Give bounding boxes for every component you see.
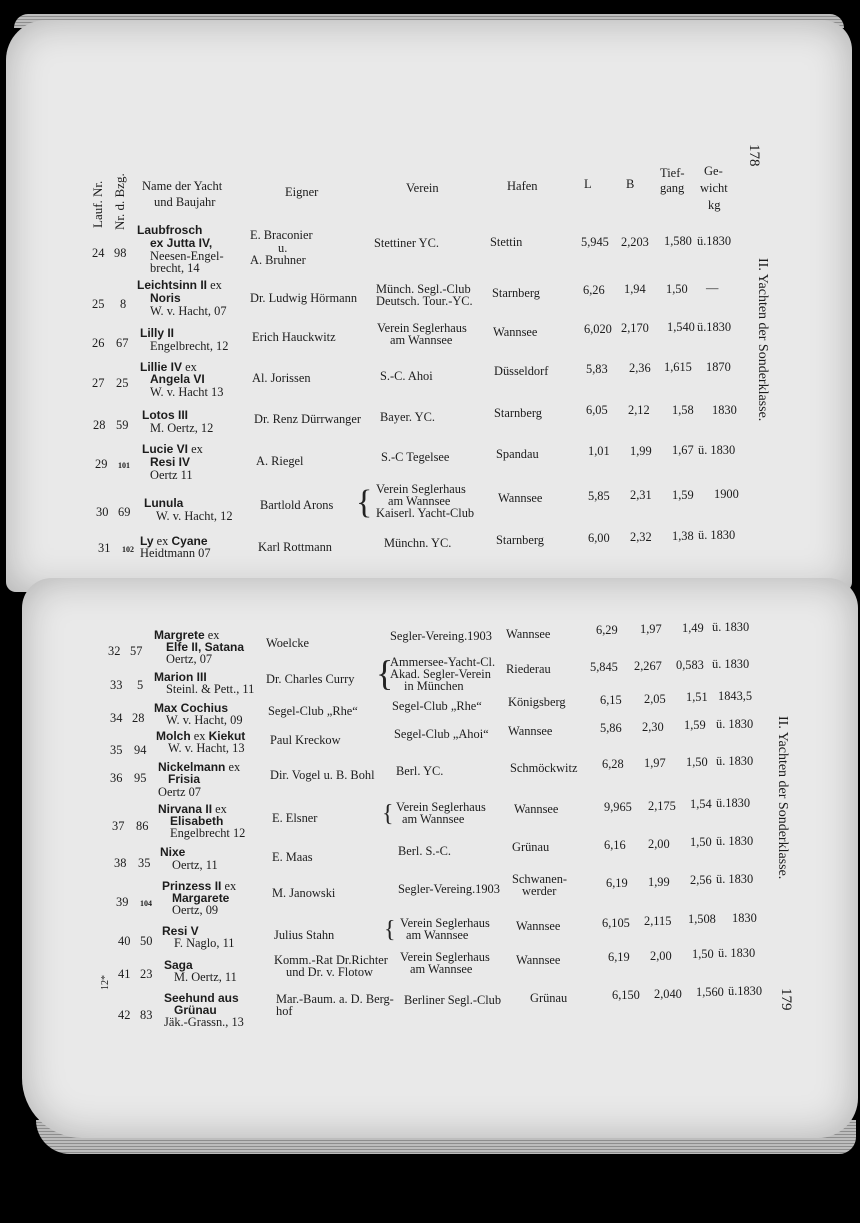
club-2: Akad. Segler-Verein (390, 667, 491, 681)
length: 5,83 (586, 362, 608, 376)
yacht-name: Margrete (154, 628, 205, 642)
club: Münchn. YC. (384, 536, 452, 550)
lauf-nr: 34 (110, 711, 123, 725)
brace-symbol: { (384, 917, 396, 943)
length: 6,020 (584, 322, 612, 336)
lauf-nr: 30 (96, 505, 109, 519)
draught: 1,50 (686, 755, 708, 769)
header-tiefgang-2: gang (660, 181, 685, 195)
builder: F. Naglo, 11 (174, 936, 235, 950)
beam: 2,267 (634, 659, 662, 673)
weight: ü. 1830 (698, 528, 736, 542)
beam: 2,203 (621, 235, 649, 249)
club-2: am Wannsee (388, 494, 451, 508)
draught: 1,49 (682, 621, 704, 635)
header-b: B (626, 177, 635, 191)
length: 6,29 (596, 623, 618, 637)
length: 1,01 (588, 444, 610, 458)
bzg-nr: 69 (118, 505, 131, 519)
length: 9,965 (604, 800, 632, 814)
draught: 1,58 (672, 403, 694, 417)
yacht-name-2: Grünau (174, 1003, 217, 1017)
bzg-nr: 104 (140, 899, 152, 908)
weight: ü. 1830 (716, 754, 754, 768)
club: Segel-Club „Rhe“ (392, 699, 482, 713)
yacht-former-name: Elfe II, Satana (166, 640, 245, 654)
draught: 1,50 (690, 835, 712, 849)
lauf-nr: 38 (114, 856, 127, 870)
header-nr-bzg: Nr. d. Bzg. (112, 173, 127, 230)
ex-label: ex (210, 278, 222, 292)
owner: Paul Kreckow (270, 733, 341, 747)
beam: 2,31 (630, 488, 652, 502)
club-2: am Wannsee (402, 812, 465, 826)
yacht-name: Lillie IV (140, 360, 183, 374)
owner-2: u. (278, 241, 288, 255)
owner: Komm.-Rat Dr.Richter (274, 953, 388, 967)
brace-symbol: { (376, 653, 394, 693)
weight: ü.1830 (697, 320, 732, 334)
bzg-nr: 28 (132, 711, 145, 725)
owner: Karl Rottmann (258, 540, 332, 554)
draught: 1,67 (672, 443, 694, 457)
owner: Bartlold Arons (260, 498, 334, 512)
bzg-nr: 94 (134, 743, 147, 757)
header-l: L (584, 177, 592, 191)
weight: ü.1830 (716, 796, 751, 810)
ex-label: ex (207, 628, 220, 642)
harbour: Starnberg (494, 406, 542, 420)
yacht-former-name: Angela VI (150, 372, 205, 386)
length: 5,86 (600, 721, 622, 735)
weight: ü. 1830 (716, 872, 754, 886)
side-title-bottom: II. Yachten der Sonderklasse. (775, 716, 790, 880)
club: S.-C. Ahoi (380, 369, 433, 383)
header-tiefgang-1: Tief- (660, 166, 685, 180)
harbour: Stettin (490, 235, 523, 249)
builder: Oertz 11 (150, 468, 193, 482)
owner: Woelcke (266, 636, 310, 650)
ex-label: ex (191, 442, 203, 456)
ex-label: ex (193, 729, 206, 743)
beam: 2,30 (642, 720, 664, 734)
harbour: Riederau (506, 662, 551, 676)
builder: W. v. Hacht, 13 (168, 741, 245, 755)
lauf-nr: 42 (118, 1008, 131, 1022)
builder: Neesen-Engel- (150, 249, 224, 263)
club: Ammersee-Yacht-Cl. (390, 655, 496, 669)
harbour: Spandau (496, 447, 539, 461)
yacht-name: Ly (140, 534, 154, 548)
ex-label: ex (215, 802, 227, 816)
yacht-former-name: ex Jutta IV, (150, 236, 213, 250)
yacht-name: Nickelmann (158, 760, 226, 774)
side-title-top: II. Yachten der Sonderklasse. (755, 258, 770, 422)
bzg-nr: 83 (140, 1008, 153, 1022)
lauf-nr: 35 (110, 743, 123, 757)
weight: 1830 (712, 403, 737, 417)
harbour: Königsberg (508, 695, 566, 709)
harbour: Grünau (530, 991, 568, 1005)
builder: M. Oertz, 12 (150, 421, 214, 435)
bzg-nr: 98 (114, 246, 127, 260)
weight: 1830 (732, 911, 757, 925)
bzg-nr: 95 (134, 771, 147, 785)
lauf-nr: 32 (108, 644, 121, 658)
weight: — (706, 281, 719, 295)
harbour: Wannsee (508, 724, 553, 738)
owner: E. Braconier (250, 228, 313, 242)
bzg-nr: 59 (116, 418, 129, 432)
yacht-name: Max Cochius (154, 701, 229, 715)
owner: Dr. Renz Dürrwanger (254, 412, 362, 426)
club: S.-C Tegelsee (381, 450, 450, 464)
beam: 2,05 (644, 692, 666, 706)
harbour-2: werder (522, 884, 557, 898)
club-2: Deutsch. Tour.-YC. (376, 294, 473, 308)
page-number-178: 178 (746, 144, 762, 167)
owner-2: und Dr. v. Flotow (286, 965, 373, 979)
beam: 1,97 (644, 756, 666, 770)
yacht-name: Nixe (160, 845, 186, 859)
builder: M. Oertz, 11 (174, 970, 237, 984)
yacht-name: Nirvana II (158, 802, 213, 816)
header-gewicht-3: kg (708, 198, 721, 212)
weight: ü.1830 (697, 234, 732, 248)
builder: W. v. Hacht, 09 (166, 713, 243, 727)
bzg-nr: 23 (140, 967, 153, 981)
lauf-nr: 39 (116, 895, 129, 909)
harbour: Wannsee (514, 802, 559, 816)
draught: 2,56 (690, 873, 712, 887)
draught: 1,38 (672, 529, 694, 543)
beam: 2,00 (648, 837, 670, 851)
draught: 1,560 (696, 985, 724, 999)
yacht-name: Prinzess II (162, 879, 222, 893)
draught: 0,583 (676, 658, 704, 672)
club: Segler-Vereing.1903 (398, 882, 500, 896)
lauf-nr: 33 (110, 678, 123, 692)
bzg-nr: 35 (138, 856, 151, 870)
draught: 1,59 (684, 718, 706, 732)
club: Stettiner YC. (374, 236, 439, 250)
beam: 2,12 (628, 403, 650, 417)
draught: 1,59 (672, 488, 694, 502)
owner: E. Maas (272, 850, 313, 864)
owner: Dir. Vogel u. B. Bohl (270, 768, 375, 782)
beam: 2,115 (644, 914, 672, 928)
yacht-name: Seehund aus (164, 991, 239, 1005)
yacht-name: Leichtsinn II (137, 278, 208, 292)
yacht-name: Resi V (162, 924, 199, 938)
bzg-nr: 57 (130, 644, 143, 658)
club-2: am Wannsee (390, 333, 453, 347)
lauf-nr: 36 (110, 771, 123, 785)
club: Münch. Segl.-Club (376, 282, 471, 296)
brace-symbol: { (382, 801, 394, 827)
builder: W. v. Hacht 13 (150, 385, 224, 399)
builder: W. v. Hacht, 12 (156, 509, 233, 523)
owner: Dr. Ludwig Hörmann (250, 291, 358, 305)
beam: 1,94 (624, 282, 646, 296)
lauf-nr: 41 (118, 967, 131, 981)
club: Verein Seglerhaus (377, 321, 467, 335)
yacht-name: Lotos III (142, 408, 188, 422)
yacht-former-name: Noris (150, 291, 181, 305)
harbour: Schmöckwitz (510, 761, 578, 775)
builder: Oertz, 11 (172, 858, 218, 872)
club: Verein Seglerhaus (400, 950, 490, 964)
beam: 2,040 (654, 987, 682, 1001)
weight: ü. 1830 (698, 443, 736, 457)
yacht-name: Lilly II (140, 326, 175, 340)
header-name-line2: und Baujahr (154, 195, 216, 209)
owner: Dr. Charles Curry (266, 672, 355, 686)
weight: 1870 (706, 360, 731, 374)
weight: ü. 1830 (716, 717, 754, 731)
owner: Mar.-Baum. a. D. Berg- (276, 992, 394, 1006)
yacht-former-name: Elisabeth (170, 814, 224, 828)
beam: 1,99 (648, 875, 670, 889)
draught: 1,580 (664, 234, 692, 248)
length: 6,16 (604, 838, 626, 852)
bzg-nr: 67 (116, 336, 129, 350)
harbour: Wannsee (516, 919, 561, 933)
club: Bayer. YC. (380, 410, 435, 424)
bzg-nr: 102 (122, 545, 134, 554)
brace-symbol: { (356, 484, 373, 521)
length: 6,15 (600, 693, 622, 707)
lauf-nr: 29 (95, 457, 108, 471)
beam: 1,99 (630, 444, 652, 458)
lauf-nr: 24 (92, 246, 105, 260)
harbour: Starnberg (492, 286, 540, 300)
harbour: Schwanen- (512, 872, 568, 886)
ex-label: ex (156, 534, 169, 548)
lauf-nr: 26 (92, 336, 105, 350)
draught: 1,540 (667, 320, 695, 334)
harbour: Wannsee (498, 491, 543, 505)
yacht-name: Molch (156, 729, 191, 743)
bzg-nr: 50 (140, 934, 153, 948)
owner-2: hof (276, 1004, 293, 1018)
harbour: Düsseldorf (494, 364, 549, 378)
header-gewicht-1: Ge- (704, 164, 723, 178)
page-number-179: 179 (778, 988, 794, 1011)
harbour: Starnberg (496, 533, 544, 547)
owner: E. Elsner (272, 811, 318, 825)
club: Verein Seglerhaus (396, 800, 486, 814)
owner: Julius Stahn (274, 928, 335, 942)
lauf-nr: 28 (93, 418, 106, 432)
harbour: Wannsee (516, 953, 561, 967)
owner: Segel-Club „Rhe“ (268, 704, 358, 718)
length: 6,150 (612, 988, 640, 1002)
draught: 1,51 (686, 690, 708, 704)
lauf-nr: 37 (112, 819, 125, 833)
club-2: am Wannsee (406, 928, 469, 942)
lauf-nr: 31 (98, 541, 111, 555)
beam: 2,32 (630, 530, 652, 544)
lauf-nr: 25 (92, 297, 105, 311)
header-eigner: Eigner (285, 185, 319, 199)
weight: ü. 1830 (716, 834, 754, 848)
yacht-name: Marion III (154, 670, 207, 684)
weight: ü. 1830 (712, 620, 750, 634)
draught: 1,54 (690, 797, 712, 811)
length: 5,85 (588, 489, 610, 503)
lauf-nr: 27 (92, 376, 105, 390)
yacht-name: Lunula (144, 496, 184, 510)
beam: 2,175 (648, 799, 676, 813)
length: 6,00 (588, 531, 610, 545)
length: 6,105 (602, 916, 630, 930)
yacht-name: Saga (164, 958, 193, 972)
beam: 2,36 (629, 361, 651, 375)
harbour: Grünau (512, 840, 550, 854)
owner: M. Janowski (272, 886, 336, 900)
yacht-former-name: Margarete (172, 891, 230, 905)
owner-3: A. Bruhner (250, 253, 306, 267)
ex-label: ex (224, 879, 237, 893)
length: 6,26 (583, 283, 605, 297)
header-hafen: Hafen (507, 179, 538, 193)
weight: ü.1830 (728, 984, 763, 998)
length: 5,945 (581, 235, 609, 249)
draught: 1,508 (688, 912, 716, 926)
yacht-former-name: Cyane (171, 534, 208, 548)
ex-label: ex (185, 360, 197, 374)
club: Berl. YC. (396, 764, 444, 778)
ex-label: ex (228, 760, 241, 774)
lauf-nr: 40 (118, 934, 131, 948)
weight: ü. 1830 (712, 657, 750, 671)
header-name-line1: Name der Yacht (142, 179, 223, 193)
yacht-name: Laubfrosch (137, 223, 203, 237)
bzg-nr: 101 (118, 461, 130, 470)
club-3: Kaiserl. Yacht-Club (376, 506, 475, 520)
harbour: Wannsee (506, 627, 551, 641)
builder: W. v. Hacht, 07 (150, 304, 227, 318)
builder: Engelbrecht 12 (170, 826, 246, 840)
weight: ü. 1830 (718, 946, 756, 960)
header-verein: Verein (406, 181, 439, 195)
builder: Engelbrecht, 12 (150, 339, 229, 353)
club: Verein Seglerhaus (376, 482, 466, 496)
builder: Oertz 07 (158, 785, 202, 799)
bzg-nr: 25 (116, 376, 129, 390)
draught: 1,50 (666, 282, 688, 296)
owner: A. Riegel (256, 454, 304, 468)
owner: Al. Jorissen (252, 371, 311, 385)
builder: Oertz, 07 (166, 652, 213, 666)
bzg-nr: 86 (136, 819, 149, 833)
weight: 1843,5 (718, 689, 753, 703)
club: Segel-Club „Ahoi“ (394, 727, 489, 741)
length: 6,19 (606, 876, 628, 890)
beam: 1,97 (640, 622, 662, 636)
beam: 2,00 (650, 949, 672, 963)
club: Segler-Vereing.1903 (390, 629, 492, 643)
club: Berl. S.-C. (398, 844, 452, 858)
signature-mark: 12* (100, 975, 111, 990)
yacht-former-name: Kiekut (208, 729, 246, 743)
builder-year: brecht, 14 (150, 261, 200, 275)
club-2: am Wannsee (410, 962, 473, 976)
bzg-nr: 8 (120, 297, 127, 311)
bzg-nr: 5 (137, 678, 144, 692)
length: 5,845 (590, 660, 618, 674)
weight: 1900 (714, 487, 739, 501)
builder: Heidtmann 07 (140, 546, 211, 560)
length: 6,28 (602, 757, 624, 771)
yacht-former-name: Frisia (168, 772, 201, 786)
header-lauf-nr: Lauf. Nr. (90, 180, 105, 228)
length: 6,05 (586, 403, 608, 417)
club: Verein Seglerhaus (400, 916, 490, 930)
builder: Oertz, 09 (172, 903, 219, 917)
harbour: Wannsee (493, 325, 538, 339)
builder: Jäk.-Grassn., 13 (164, 1015, 244, 1029)
yacht-name: Lucie VI (142, 442, 189, 456)
owner: Erich Hauckwitz (252, 330, 336, 344)
length: 6,19 (608, 950, 630, 964)
draught: 1,615 (664, 360, 692, 374)
header-gewicht-2: wicht (700, 181, 728, 195)
club: Berliner Segl.-Club (404, 993, 502, 1007)
club-3: in München (404, 679, 464, 693)
draught: 1,50 (692, 947, 714, 961)
builder: Steinl. & Pett., 11 (166, 682, 255, 696)
beam: 2,170 (621, 321, 649, 335)
yacht-former-name: Resi IV (150, 455, 191, 469)
